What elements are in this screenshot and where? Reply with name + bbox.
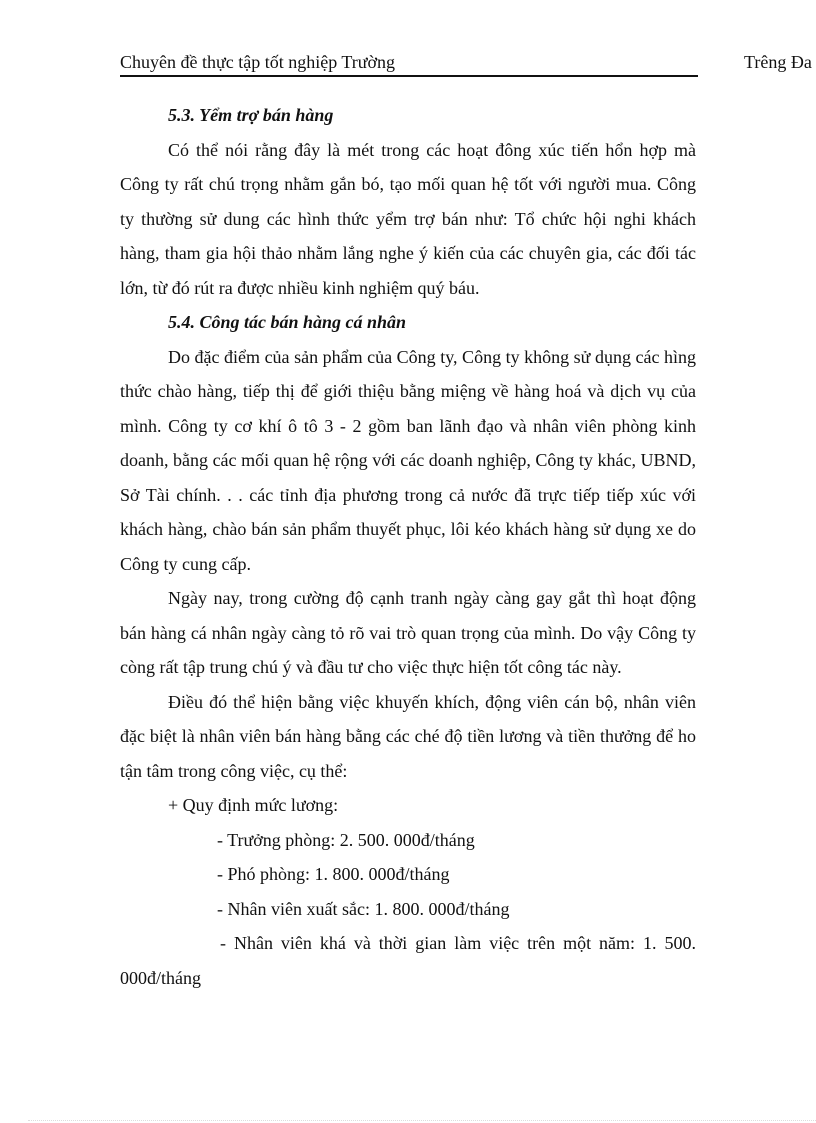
header-title: Chuyên đề thực tập tốt nghiệp Trường — [120, 52, 396, 72]
header-divider — [120, 75, 698, 77]
section-heading-5-4: 5.4. Công tác bán hàng cá nhân — [168, 312, 407, 332]
salary-item: - Trưởng phòng: 2. 500. 000đ/tháng — [217, 829, 475, 850]
paragraph: Có thể nói rằng đây là mét trong các hoạt đông xúc tiến hổn hợp mà Công ty rất chú trọng nhằm gắn bó, tạo mối quan hệ tốt với người mua. Công ty thường sử dung các hình thức yểm trợ bán như: Tổ chức hội nghi khách hàng, tham gia hội thảo nhằm lắng nghe ý kiến của các chuyên gia, các đối tác lớn, từ đó rút ra được nhiều kinh nghiệm quý báu. — [120, 139, 696, 298]
header-university: Trêng Đa — [744, 52, 812, 72]
paragraph: Do đặc điểm của sản phẩm của Công ty, Công ty không sử dụng các hìng thức chào hàng, tiếp thị để giới thiệu bằng miệng về hàng hoá và dịch vụ của mình. Công ty cơ khí ô tô 3 - 2 gồm ban lãnh đạo và nhân viên phòng kinh doanh, bằng các mối quan hệ rộng với các doanh nghiệp, Công ty khác, UBND, Sở Tài chính. . . các tỉnh địa phương trong cả nước đã trực tiếp tiếp xúc với khách hàng, chào bán sản phẩm thuyết phục, lôi kéo khách hàng sử dụng xe do Công ty cung cấp. — [120, 346, 696, 574]
paragraph: Ngày nay, trong cường độ cạnh tranh ngày càng gay gắt thì hoạt động bán hàng cá nhân ngày càng tỏ rõ vai trò quan trọng của mình. Do vậy Công ty còng rất tập trung chú ý và đầu tư cho việc thực hiện tốt công tác này. — [120, 588, 696, 677]
page-bottom-divider — [28, 1120, 816, 1121]
salary-item: - Nhân viên xuất sắc: 1. 800. 000đ/tháng — [217, 898, 510, 919]
salary-item: - Phó phòng: 1. 800. 000đ/tháng — [217, 864, 450, 884]
section-heading-5-3: 5.3. Yểm trợ bán hàng — [168, 105, 334, 125]
document-body — [120, 98, 696, 995]
salary-list-intro: + Quy định mức lương: — [168, 795, 339, 815]
salary-item: - Nhân viên khá và thời gian làm việc trên một năm: 1. 500. 000đ/tháng — [120, 933, 696, 988]
paragraph: Điều đó thể hiện bằng việc khuyến khích, động viên cán bộ, nhân viên đặc biệt là nhân viên bán hàng bằng các ché độ tiền lương và tiền thưởng để ho tận tâm trong công việc, cụ thể: — [120, 691, 696, 781]
